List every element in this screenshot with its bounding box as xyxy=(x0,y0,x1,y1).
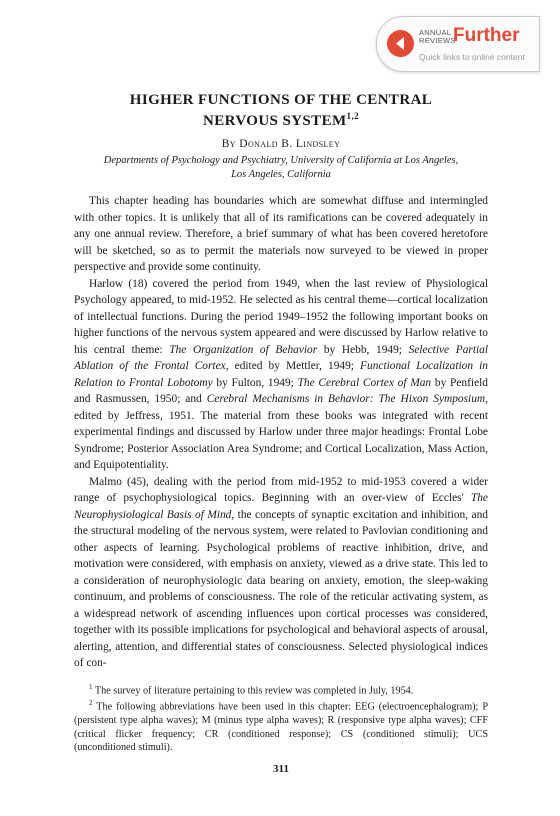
further-subtitle: Quick links to online content xyxy=(419,52,525,62)
footnote xyxy=(74,697,488,754)
book-title: Cerebral Mechanisms in Behavior: The Hixon Symposium xyxy=(206,393,486,405)
book-title: The Neurophysiological Basis of Mind xyxy=(74,492,488,521)
text-segment: , edited by Jeffress, 1951. The material from these books was integrated with recent experimental findings and discussed by Harlow under three major headings: Frontal Lobe Syndrome; Posterior Association Area Syndrome; and Cortical Localization, Mass Action, and Equipotentiality. xyxy=(74,393,489,471)
author-line xyxy=(74,138,488,150)
play-triangle-icon[interactable] xyxy=(387,30,414,57)
footnotes xyxy=(74,681,488,755)
book-title: Functional Localization in Relation to Frontal Lobotomy xyxy=(74,360,489,389)
book-title: The Cerebral Cortex of Man xyxy=(297,376,432,389)
text-segment: by Hebb, 1949; xyxy=(317,343,409,356)
title-line2: NERVOUS SYSTEM xyxy=(202,113,347,129)
text-segment: by Fulton, 1949; xyxy=(212,376,298,389)
body-text xyxy=(74,193,488,672)
title-line1: HIGHER FUNCTIONS OF THE CENTRAL xyxy=(129,92,433,108)
text-segment: , the concepts of synaptic excitation and inhibition, and the structural modeling of the nervous system, were related to Pavlovian conditioning and other aspects of learning. Psychological problems of reactive inhibition, drive, and motivation were considered, with emphasis on anxiety, viewed as a drive state. This led to a consideration of neurophysiologic data bearing on anxiety, emotion, the sleep-waking continuum, and problems of consciousness. The role of the reticular activating system, as a widespread network of ascending influences upon cortical processes was considered, together with its possible implications for psychological and behavioral aspects of arousal, alerting, attention, and differential states of consciousness. Selected physiological indices of con- xyxy=(74,508,488,669)
footnote-mark: 1 xyxy=(89,682,93,691)
annual-reviews-logo xyxy=(419,29,456,45)
affiliation xyxy=(74,154,488,182)
affiliation-line1: Departments of Psychology and Psychiatry, University of California at Los Angeles, xyxy=(103,155,459,166)
publisher-line1: ANNUAL xyxy=(419,28,452,37)
footnote-text: The following abbreviations have been used in this chapter: EEG (electroencephalogram); P (persistent type alpha waves); M (minus type alpha waves); R (responsive type alpha waves); CFF (critical flicker frequency; CR (conditioned response); CS (conditioned stimuli); UCS (unconditioned stimuli). xyxy=(74,701,488,754)
article-page xyxy=(74,92,488,775)
text-segment: Malmo (45), dealing with the period from mid-1952 to mid-1953 covered a wider range of psychophysiological topics. Beginning with an over-view of Eccles' xyxy=(74,475,488,504)
paragraph xyxy=(74,474,488,672)
footnote-text: The survey of literature pertaining to this review was completed in July, 1954. xyxy=(92,684,414,696)
author-name: Donald B. Lindsley xyxy=(239,138,341,150)
book-title: Selective Partial Ablation of the Frontal Cortex xyxy=(74,343,489,372)
further-badge[interactable] xyxy=(376,16,540,72)
paragraph xyxy=(74,276,488,474)
title-footnote-refs: 1,2 xyxy=(346,111,359,121)
affiliation-line2: Los Angeles, California xyxy=(231,169,331,180)
article-title xyxy=(74,92,488,129)
text-segment: by Penfield and Rasmussen, 1950; and xyxy=(74,376,488,405)
footnote xyxy=(74,681,488,698)
book-title: The Organization of Behavior xyxy=(169,343,318,356)
author-prefix: By xyxy=(221,138,236,150)
paragraph xyxy=(74,193,488,276)
footnote-mark: 2 xyxy=(89,699,93,708)
text-segment: This chapter heading has boundaries which are somewhat diffuse and intermingled with other topics. It is unlikely that all of its ramifications can be covered adequately in any one annual review. Therefore, a brief summary of what has been covered heretofore will be sketched, so as to permit the materials now surveyed to be viewed in proper perspective and provide some continuity. xyxy=(74,195,488,273)
text-segment: Harlow (18) covered the period from 1949, when the last review of Physiological Psychology appeared, to mid-1952. He selected as his central theme—cortical localization of intellectual functions. During the period 1949–1952 the following important books on higher functions of the nervous system appeared and were discussed by Harlow relative to his central theme: xyxy=(74,277,488,356)
text-segment: , edited by Mettler, 1949; xyxy=(225,360,361,372)
further-label: Further xyxy=(453,25,520,46)
page-number: 311 xyxy=(273,762,289,775)
publisher-line2: REVIEWS xyxy=(419,36,456,45)
